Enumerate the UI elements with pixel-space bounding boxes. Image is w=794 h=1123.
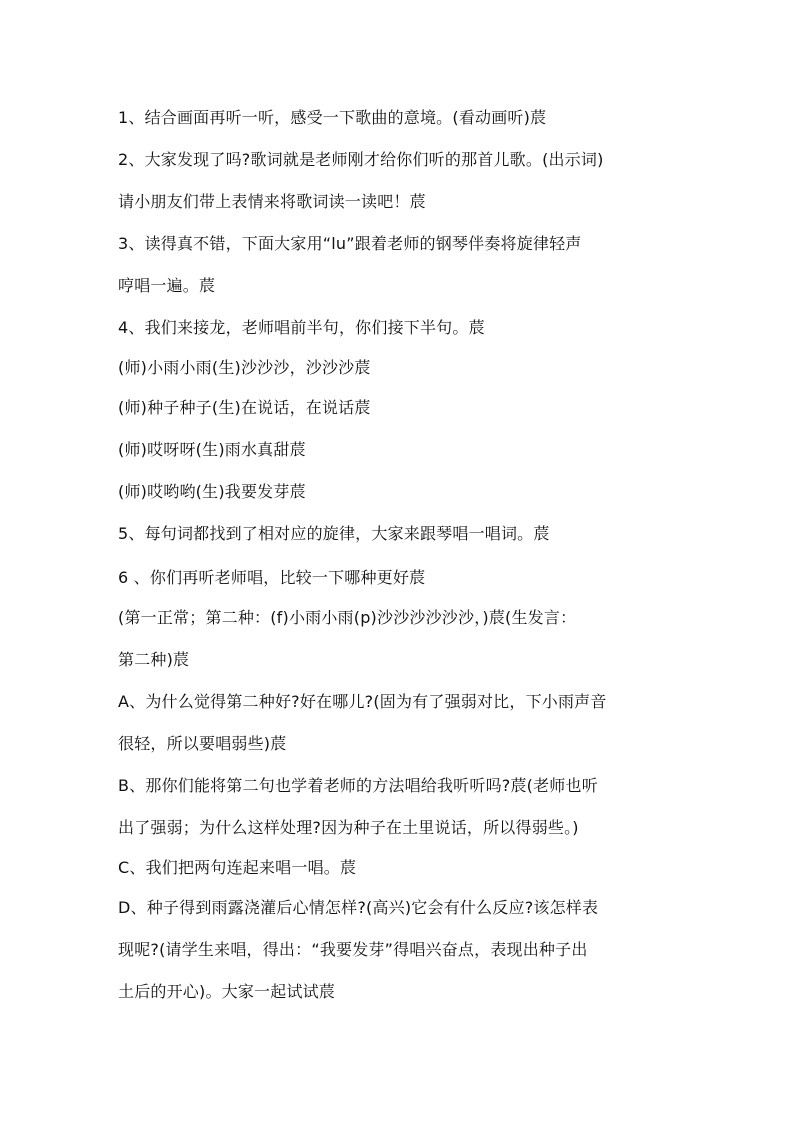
text-line-15: A、为什么觉得第二种好?好在哪儿?(固为有了强弱对比，下小雨声音 (118, 692, 607, 711)
text-line-16: 很轻，所以要唱弱些)莀 (118, 734, 287, 753)
text-line-20: D、种子得到雨露浇灌后心情怎样?(高兴)它会有什么反应?该怎样表 (118, 898, 599, 917)
text-line-6: 4、我们来接龙，老师唱前半句，你们接下半句。莀 (118, 318, 485, 337)
text-line-4: 3、读得真不错，下面大家用“lu”跟着老师的钢琴伴奏将旋律轻声 (118, 234, 582, 253)
text-line-21: 现呢?(请学生来唱，得出：“我要发芽”得唱兴奋点，表现出种子出 (118, 940, 588, 959)
text-line-1: 1、结合画面再听一听，感受一下歌曲的意境。(看动画听)莀 (118, 108, 547, 127)
text-line-11: 5、每句词都找到了相对应的旋律，大家来跟琴唱一唱词。莀 (118, 524, 550, 543)
text-line-3: 请小朋友们带上表情来将歌词读一读吧！莀 (118, 192, 426, 211)
text-line-14: 第二种)莀 (118, 650, 190, 669)
text-line-13: (第一正常；第二种：(f)小雨小雨(p)沙沙沙沙沙沙，)莀(生发言： (118, 608, 577, 627)
text-line-19: C、我们把两句连起来唱一唱。莀 (118, 858, 357, 877)
text-line-9: (师)哎呀呀(生)雨水真甜莀 (118, 440, 306, 459)
text-line-8: (师)种子种子(生)在说话，在说话莀 (118, 398, 371, 417)
text-line-10: (师)哎哟哟(生)我要发芽莀 (118, 482, 306, 501)
text-line-18: 出了强弱；为什么这样处理?因为种子在土里说话，所以得弱些。) (118, 818, 579, 837)
text-line-2: 2、大家发现了吗?歌词就是老师刚才给你们听的那首儿歌。(出示词) (118, 150, 604, 169)
text-line-5: 哼唱一遍。莀 (118, 276, 216, 295)
text-line-17: B、那你们能将第二句也学着老师的方法唱给我听听吗?莀(老师也听 (118, 776, 598, 795)
text-line-12: 6 、你们再听老师唱，比较一下哪种更好莀 (118, 568, 426, 587)
text-line-22: 土后的开心)。大家一起试试莀 (118, 982, 336, 1001)
text-line-7: (师)小雨小雨(生)沙沙沙，沙沙沙莀 (118, 358, 371, 377)
